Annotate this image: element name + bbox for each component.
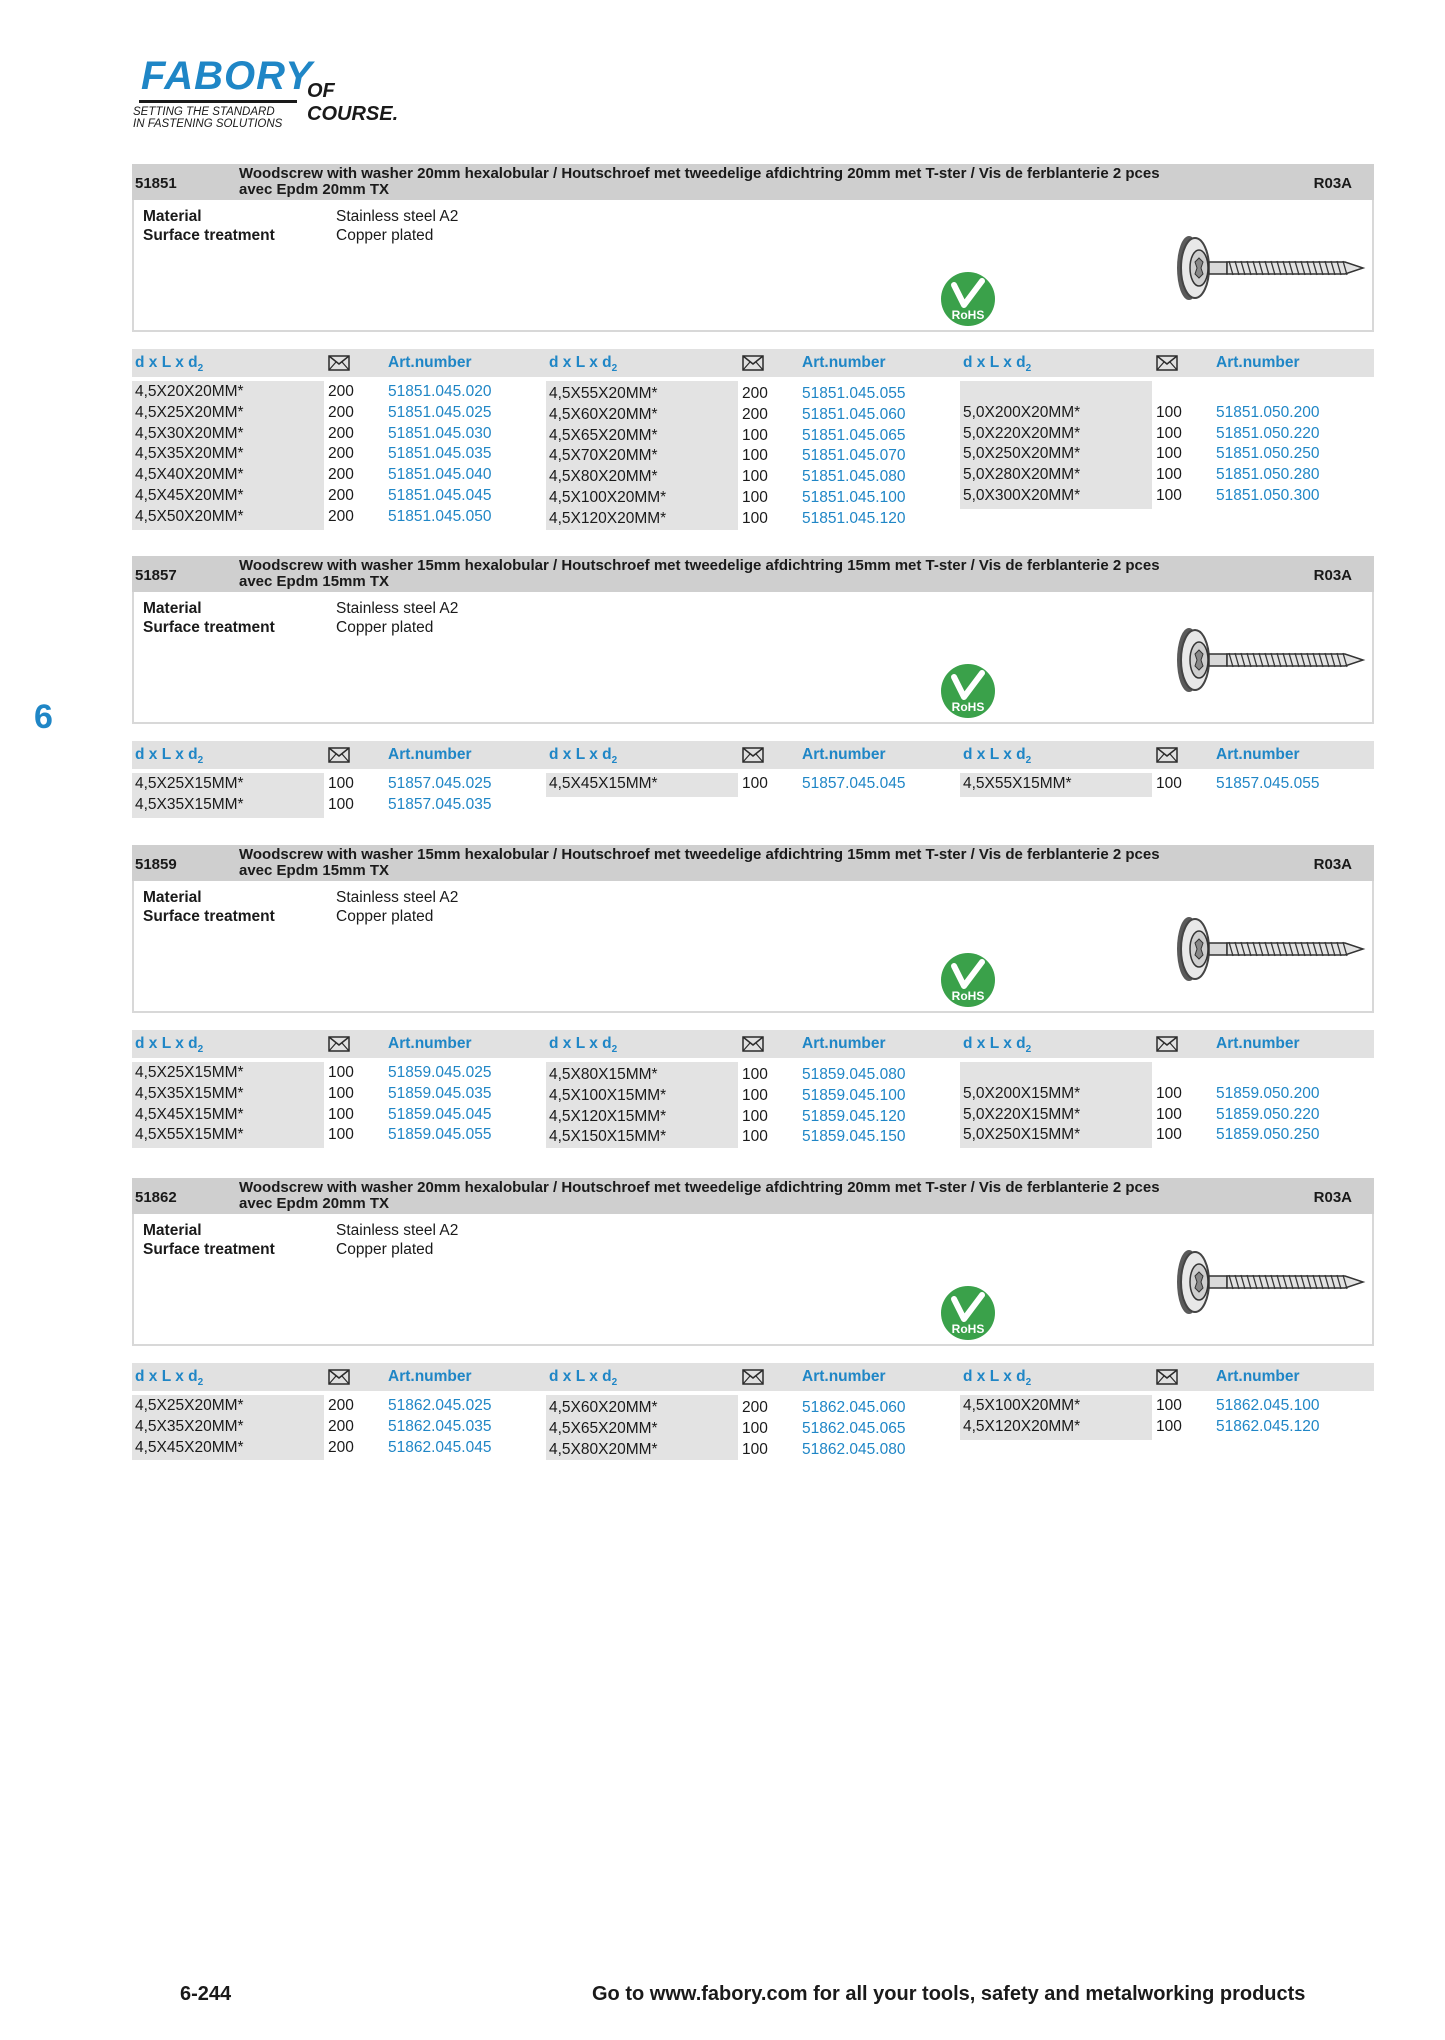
column-header-art-number: Art.number — [802, 746, 886, 763]
brand-tagline-1: SETTING THE STANDARD — [133, 106, 275, 118]
brand-tagline-2: IN FASTENING SOLUTIONS — [133, 118, 283, 130]
article-number-link[interactable]: 51851.050.220 — [1216, 424, 1320, 442]
pack-quantity-cell: 200 — [742, 1399, 768, 1416]
dimension-header-label: d x L x d — [963, 1368, 1026, 1385]
pack-quantity-cell: 100 — [1156, 1397, 1182, 1414]
article-number-link[interactable]: 51851.050.300 — [1216, 487, 1320, 504]
product-title-line-2: avec Epdm 20mm TX — [239, 181, 390, 198]
surface-label: Surface treatment — [143, 619, 275, 636]
column-header-dimensions — [549, 746, 617, 766]
column-header-art-number: Art.number — [388, 1368, 472, 1385]
pack-quantity-cell: 200 — [328, 403, 354, 421]
material-value: Stainless steel A2 — [336, 208, 459, 225]
article-number-link[interactable]: 51859.045.120 — [802, 1107, 906, 1125]
article-number-link[interactable]: 51851.045.025 — [388, 403, 492, 421]
dimension-header-label: d x L x d — [549, 1368, 612, 1385]
pack-quantity-cell: 100 — [742, 1086, 768, 1104]
product-title-line-1: Woodscrew with washer 15mm hexalobular / Houtschroef met tweedelige afdichtring 15mm met T-ster / Vis de ferblanterie 2 pces — [239, 846, 1160, 863]
screw-image-icon — [1167, 1242, 1367, 1322]
product-code: 51851 — [135, 175, 177, 192]
material-row — [143, 600, 458, 618]
dimension-cell: 4,5X80X20MM* — [549, 468, 658, 486]
rohs-badge-icon — [940, 271, 996, 327]
article-number-link[interactable]: 51851.050.200 — [1216, 403, 1320, 421]
article-number-link[interactable]: 51851.045.065 — [802, 426, 906, 444]
pack-quantity-cell: 100 — [1156, 775, 1182, 792]
svg-text:RoHS: RoHS — [951, 700, 985, 714]
article-number-link[interactable]: 51851.045.080 — [802, 468, 906, 486]
dimension-cell: 4,5X100X15MM* — [549, 1086, 667, 1104]
dimension-cell: 4,5X80X20MM* — [549, 1440, 658, 1458]
product-title-line-1: Woodscrew with washer 20mm hexalobular / Houtschroef met tweedelige afdichtring 20mm met T-ster / Vis de ferblanterie 2 pces — [239, 1179, 1160, 1196]
dimension-header-subscript: 2 — [611, 363, 618, 375]
dimension-cell: 4,5X25X15MM* — [135, 775, 244, 792]
dimension-header-label: d x L x d — [135, 1368, 198, 1385]
article-number-link[interactable]: 51859.045.150 — [802, 1128, 906, 1146]
pack-quantity-cell: 100 — [328, 1084, 354, 1102]
column-header-art-number: Art.number — [1216, 1035, 1300, 1052]
product-title-line-2: avec Epdm 15mm TX — [239, 573, 390, 590]
footer-text: Go to www.fabory.com for all your tools, safety and metalworking products — [592, 1983, 1306, 2005]
dimension-cell: 4,5X35X15MM* — [135, 1084, 244, 1102]
pack-quantity-cell: 100 — [328, 775, 354, 792]
screw-image-icon — [1167, 909, 1367, 989]
pack-quantity-cell: 100 — [742, 1419, 768, 1437]
product-title — [239, 1180, 1289, 1212]
column-header-dimensions — [549, 1035, 617, 1055]
article-number-link[interactable]: 51862.045.120 — [1216, 1417, 1320, 1435]
pack-quantity-cell: 200 — [328, 445, 354, 463]
product-info-box — [132, 1214, 1374, 1346]
rohs-badge-icon — [940, 952, 996, 1008]
article-number-link[interactable]: 51851.050.250 — [1216, 445, 1320, 463]
pack-quantity-cell: 200 — [328, 424, 354, 442]
dimension-cell: 5,0X300X20MM* — [963, 487, 1081, 504]
article-number-link[interactable]: 51859.045.035 — [388, 1084, 492, 1102]
dimension-cell: 5,0X200X15MM* — [963, 1084, 1081, 1102]
dimension-header-label: d x L x d — [963, 746, 1026, 763]
pack-quantity-cell: 100 — [742, 489, 768, 506]
table-header — [132, 349, 1374, 377]
article-number-link[interactable]: 51862.045.045 — [388, 1438, 492, 1456]
dimension-cell: 4,5X45X15MM* — [549, 775, 658, 792]
dimension-cell: 5,0X220X20MM* — [963, 424, 1081, 442]
screw-image-icon — [1167, 228, 1367, 308]
dimension-cell: 4,5X45X20MM* — [135, 1438, 244, 1456]
pack-quantity-cell: 100 — [742, 1066, 768, 1083]
column-header-dimensions — [549, 354, 617, 374]
surface-label: Surface treatment — [143, 227, 275, 244]
article-number-link[interactable]: 51851.045.060 — [802, 405, 906, 423]
dimension-cell: 5,0X250X15MM* — [963, 1126, 1081, 1144]
envelope-icon — [328, 1369, 350, 1385]
article-number-link[interactable]: 51859.050.220 — [1216, 1105, 1320, 1123]
product-code: 51859 — [135, 856, 177, 873]
pack-quantity-cell: 200 — [742, 405, 768, 423]
dimension-cell: 4,5X65X20MM* — [549, 1419, 658, 1437]
pack-quantity-cell: 100 — [1156, 424, 1182, 442]
column-header-dimensions — [963, 354, 1031, 374]
envelope-icon — [328, 1036, 350, 1052]
dimension-cell: 4,5X30X20MM* — [135, 424, 244, 442]
article-number-link[interactable]: 51859.045.100 — [802, 1086, 906, 1104]
page-number: 6-244 — [180, 1983, 232, 2005]
envelope-icon — [328, 747, 350, 763]
column-header-dimensions — [963, 746, 1031, 766]
material-label: Material — [143, 1222, 202, 1239]
envelope-icon — [742, 355, 764, 371]
svg-text:RoHS: RoHS — [951, 989, 985, 1003]
dimension-cell: 5,0X250X20MM* — [963, 445, 1081, 463]
pack-quantity-cell: 100 — [742, 509, 768, 527]
article-number-link[interactable]: 51859.045.025 — [388, 1064, 492, 1081]
article-number-link[interactable]: 51851.045.055 — [802, 385, 906, 402]
article-number-link[interactable]: 51859.045.055 — [388, 1126, 492, 1144]
brand-name: FABORY — [141, 54, 313, 98]
article-number-link[interactable]: 51851.045.050 — [388, 507, 492, 525]
surface-row — [143, 908, 433, 926]
pack-quantity-cell: 100 — [1156, 466, 1182, 484]
article-number-link[interactable]: 51857.045.025 — [388, 775, 492, 792]
product-title-line-1: Woodscrew with washer 15mm hexalobular / Houtschroef met tweedelige afdichtring 15mm met T-ster / Vis de ferblanterie 2 pces — [239, 557, 1160, 574]
envelope-icon — [1156, 747, 1178, 763]
dimension-header-subscript: 2 — [197, 755, 204, 767]
dimension-header-subscript: 2 — [197, 1377, 204, 1389]
dimension-cell: 4,5X80X15MM* — [549, 1066, 658, 1083]
pack-quantity-cell: 200 — [328, 1397, 354, 1414]
pack-quantity-cell: 100 — [1156, 1105, 1182, 1123]
article-number-link[interactable]: 51851.045.030 — [388, 424, 492, 442]
product-info-box — [132, 592, 1374, 724]
table-header — [132, 1030, 1374, 1058]
rohs-badge-icon — [940, 663, 996, 719]
surface-label: Surface treatment — [143, 1241, 275, 1258]
pack-quantity-cell: 100 — [328, 795, 354, 813]
article-number-link[interactable]: 51859.050.200 — [1216, 1084, 1320, 1102]
product-info-box — [132, 200, 1374, 332]
brand-suffix: OF COURSE. — [307, 80, 399, 125]
article-number-link[interactable]: 51857.045.035 — [388, 795, 492, 813]
dimension-cell: 4,5X45X20MM* — [135, 487, 244, 504]
product-ref-code: R03A — [1313, 856, 1352, 873]
column-header-dimensions — [963, 1035, 1031, 1055]
envelope-icon — [742, 1036, 764, 1052]
column-header-art-number: Art.number — [1216, 1368, 1300, 1385]
column-header-dimensions — [135, 354, 203, 374]
dimension-cell: 4,5X35X20MM* — [135, 445, 244, 463]
article-number-link[interactable]: 51859.045.045 — [388, 1105, 492, 1123]
article-number-link[interactable]: 51862.045.080 — [802, 1440, 906, 1458]
dimension-cell: 4,5X100X20MM* — [549, 489, 667, 506]
logo-underline — [139, 100, 297, 103]
product-title — [239, 166, 1289, 198]
table-header — [132, 741, 1374, 769]
table-header — [132, 1363, 1374, 1391]
material-row — [143, 889, 458, 907]
surface-value: Copper plated — [336, 908, 434, 925]
column-header-art-number: Art.number — [802, 1368, 886, 1385]
dimension-cell: 4,5X55X15MM* — [135, 1126, 244, 1144]
pack-quantity-cell: 100 — [1156, 1417, 1182, 1435]
pack-quantity-cell: 100 — [742, 1107, 768, 1125]
column-header-dimensions — [135, 1035, 203, 1055]
envelope-icon — [742, 1369, 764, 1385]
pack-quantity-cell: 100 — [742, 775, 768, 792]
dimension-cell: 5,0X280X20MM* — [963, 466, 1081, 484]
section-header — [132, 845, 1374, 881]
column-header-art-number: Art.number — [388, 746, 472, 763]
product-title-line-1: Woodscrew with washer 20mm hexalobular / Houtschroef met tweedelige afdichtring 20mm met T-ster / Vis de ferblanterie 2 pces — [239, 165, 1160, 182]
pack-quantity-cell: 100 — [1156, 1126, 1182, 1144]
dimension-cell: 4,5X150X15MM* — [549, 1128, 667, 1146]
material-value: Stainless steel A2 — [336, 600, 459, 617]
product-code: 51857 — [135, 567, 177, 584]
article-number-link[interactable]: 51859.050.250 — [1216, 1126, 1320, 1144]
column-header-dimensions — [135, 1368, 203, 1388]
dimension-cell: 4,5X120X20MM* — [549, 509, 667, 527]
pack-quantity-cell: 200 — [328, 487, 354, 504]
dimension-cell: 4,5X65X20MM* — [549, 426, 658, 444]
svg-text:RoHS: RoHS — [951, 308, 985, 322]
dimension-cell: 4,5X100X20MM* — [963, 1397, 1081, 1414]
pack-quantity-cell: 100 — [1156, 1084, 1182, 1102]
article-number-link[interactable]: 51851.045.035 — [388, 445, 492, 463]
product-ref-code: R03A — [1313, 175, 1352, 192]
article-number-link[interactable]: 51851.045.070 — [802, 447, 906, 465]
dimension-cell: 4,5X120X15MM* — [549, 1107, 667, 1125]
product-code: 51862 — [135, 1189, 177, 1206]
dimension-cell: 4,5X55X15MM* — [963, 775, 1072, 792]
dimension-header-subscript: 2 — [197, 1044, 204, 1056]
article-number-link[interactable]: 51851.045.020 — [388, 383, 492, 400]
article-number-link[interactable]: 51862.045.065 — [802, 1419, 906, 1437]
dimension-cell: 4,5X60X20MM* — [549, 1399, 658, 1416]
product-title-line-2: avec Epdm 15mm TX — [239, 862, 390, 879]
product-ref-code: R03A — [1313, 567, 1352, 584]
pack-quantity-cell: 200 — [742, 385, 768, 402]
article-number-link[interactable]: 51859.045.080 — [802, 1066, 906, 1083]
dimension-header-label: d x L x d — [135, 746, 198, 763]
pack-quantity-cell: 200 — [328, 466, 354, 484]
column-header-art-number: Art.number — [1216, 746, 1300, 763]
dimension-cell: 4,5X35X15MM* — [135, 795, 244, 813]
product-title-line-2: avec Epdm 20mm TX — [239, 1195, 390, 1212]
dimension-cell: 4,5X25X20MM* — [135, 1397, 244, 1414]
dimension-header-subscript: 2 — [1025, 755, 1032, 767]
pack-quantity-cell: 100 — [742, 1440, 768, 1458]
surface-row — [143, 619, 433, 637]
article-number-link[interactable]: 51851.045.100 — [802, 489, 906, 506]
product-title — [239, 558, 1289, 590]
pack-quantity-cell: 100 — [742, 1128, 768, 1146]
article-number-link[interactable]: 51862.045.025 — [388, 1397, 492, 1414]
material-label: Material — [143, 208, 202, 225]
envelope-icon — [742, 747, 764, 763]
dimension-cell: 4,5X20X20MM* — [135, 383, 244, 400]
dimension-header-subscript: 2 — [1025, 1044, 1032, 1056]
dimension-cell: 4,5X120X20MM* — [963, 1417, 1081, 1435]
pack-quantity-cell: 100 — [742, 468, 768, 486]
column-header-art-number: Art.number — [802, 1035, 886, 1052]
material-value: Stainless steel A2 — [336, 889, 459, 906]
section-header — [132, 164, 1374, 200]
section-header — [132, 1178, 1374, 1214]
pack-quantity-cell: 100 — [742, 426, 768, 444]
surface-row — [143, 227, 433, 245]
pack-quantity-cell: 100 — [1156, 445, 1182, 463]
surface-row — [143, 1241, 433, 1259]
dimension-header-label: d x L x d — [963, 354, 1026, 371]
dimension-header-subscript: 2 — [611, 1044, 618, 1056]
dimension-header-label: d x L x d — [135, 1035, 198, 1052]
dimension-cell: 4,5X60X20MM* — [549, 405, 658, 423]
svg-text:RoHS: RoHS — [951, 1322, 985, 1336]
material-label: Material — [143, 600, 202, 617]
column-header-art-number: Art.number — [388, 1035, 472, 1052]
dimension-cell: 4,5X55X20MM* — [549, 385, 658, 402]
dimension-header-subscript: 2 — [1025, 1377, 1032, 1389]
dimension-header-label: d x L x d — [549, 354, 612, 371]
pack-quantity-cell: 200 — [328, 383, 354, 400]
brand-logo — [131, 54, 431, 134]
surface-value: Copper plated — [336, 227, 434, 244]
chapter-tab: 6 — [34, 698, 53, 736]
column-header-art-number: Art.number — [388, 354, 472, 371]
article-number-link[interactable]: 51862.045.035 — [388, 1417, 492, 1435]
dimension-header-subscript: 2 — [611, 1377, 618, 1389]
column-header-dimensions — [963, 1368, 1031, 1388]
pack-quantity-cell: 100 — [742, 447, 768, 465]
dimension-cell: 4,5X45X15MM* — [135, 1105, 244, 1123]
pack-quantity-cell: 100 — [328, 1126, 354, 1144]
material-label: Material — [143, 889, 202, 906]
article-number-link[interactable]: 51862.045.100 — [1216, 1397, 1320, 1414]
dimension-cell: 4,5X25X15MM* — [135, 1064, 244, 1081]
article-number-link[interactable]: 51862.045.060 — [802, 1399, 906, 1416]
surface-label: Surface treatment — [143, 908, 275, 925]
product-info-box — [132, 881, 1374, 1013]
envelope-icon — [1156, 1369, 1178, 1385]
dimension-cell: 5,0X200X20MM* — [963, 403, 1081, 421]
surface-value: Copper plated — [336, 619, 434, 636]
article-number-link[interactable]: 51851.050.280 — [1216, 466, 1320, 484]
dimension-header-label: d x L x d — [135, 354, 198, 371]
envelope-icon — [328, 355, 350, 371]
dimension-header-subscript: 2 — [611, 755, 618, 767]
dimension-header-subscript: 2 — [197, 363, 204, 375]
dimension-cell: 4,5X40X20MM* — [135, 466, 244, 484]
pack-quantity-cell: 100 — [328, 1105, 354, 1123]
dimension-cell: 4,5X50X20MM* — [135, 507, 244, 525]
dimension-cell: 4,5X70X20MM* — [549, 447, 658, 465]
pack-quantity-cell: 100 — [328, 1064, 354, 1081]
dimension-cell: 5,0X220X15MM* — [963, 1105, 1081, 1123]
surface-value: Copper plated — [336, 1241, 434, 1258]
material-value: Stainless steel A2 — [336, 1222, 459, 1239]
pack-quantity-cell: 100 — [1156, 403, 1182, 421]
dimension-header-subscript: 2 — [1025, 363, 1032, 375]
product-title — [239, 847, 1289, 879]
section-header — [132, 556, 1374, 592]
dimension-header-label: d x L x d — [549, 1035, 612, 1052]
column-header-dimensions — [135, 746, 203, 766]
envelope-icon — [1156, 1036, 1178, 1052]
dimension-cell: 4,5X35X20MM* — [135, 1417, 244, 1435]
pack-quantity-cell: 200 — [328, 507, 354, 525]
article-number-link[interactable]: 51851.045.045 — [388, 487, 492, 504]
column-header-dimensions — [549, 1368, 617, 1388]
dimension-header-label: d x L x d — [549, 746, 612, 763]
dimension-cell: 4,5X25X20MM* — [135, 403, 244, 421]
material-row — [143, 208, 458, 226]
product-ref-code: R03A — [1313, 1189, 1352, 1206]
article-number-link[interactable]: 51851.045.120 — [802, 509, 906, 527]
article-number-link[interactable]: 51851.045.040 — [388, 466, 492, 484]
article-number-link[interactable]: 51857.045.055 — [1216, 775, 1320, 792]
column-header-art-number: Art.number — [802, 354, 886, 371]
pack-quantity-cell: 100 — [1156, 487, 1182, 504]
pack-quantity-cell: 200 — [328, 1438, 354, 1456]
envelope-icon — [1156, 355, 1178, 371]
rohs-badge-icon — [940, 1285, 996, 1341]
material-row — [143, 1222, 458, 1240]
dimension-header-label: d x L x d — [963, 1035, 1026, 1052]
screw-image-icon — [1167, 620, 1367, 700]
pack-quantity-cell: 200 — [328, 1417, 354, 1435]
column-header-art-number: Art.number — [1216, 354, 1300, 371]
article-number-link[interactable]: 51857.045.045 — [802, 775, 906, 792]
